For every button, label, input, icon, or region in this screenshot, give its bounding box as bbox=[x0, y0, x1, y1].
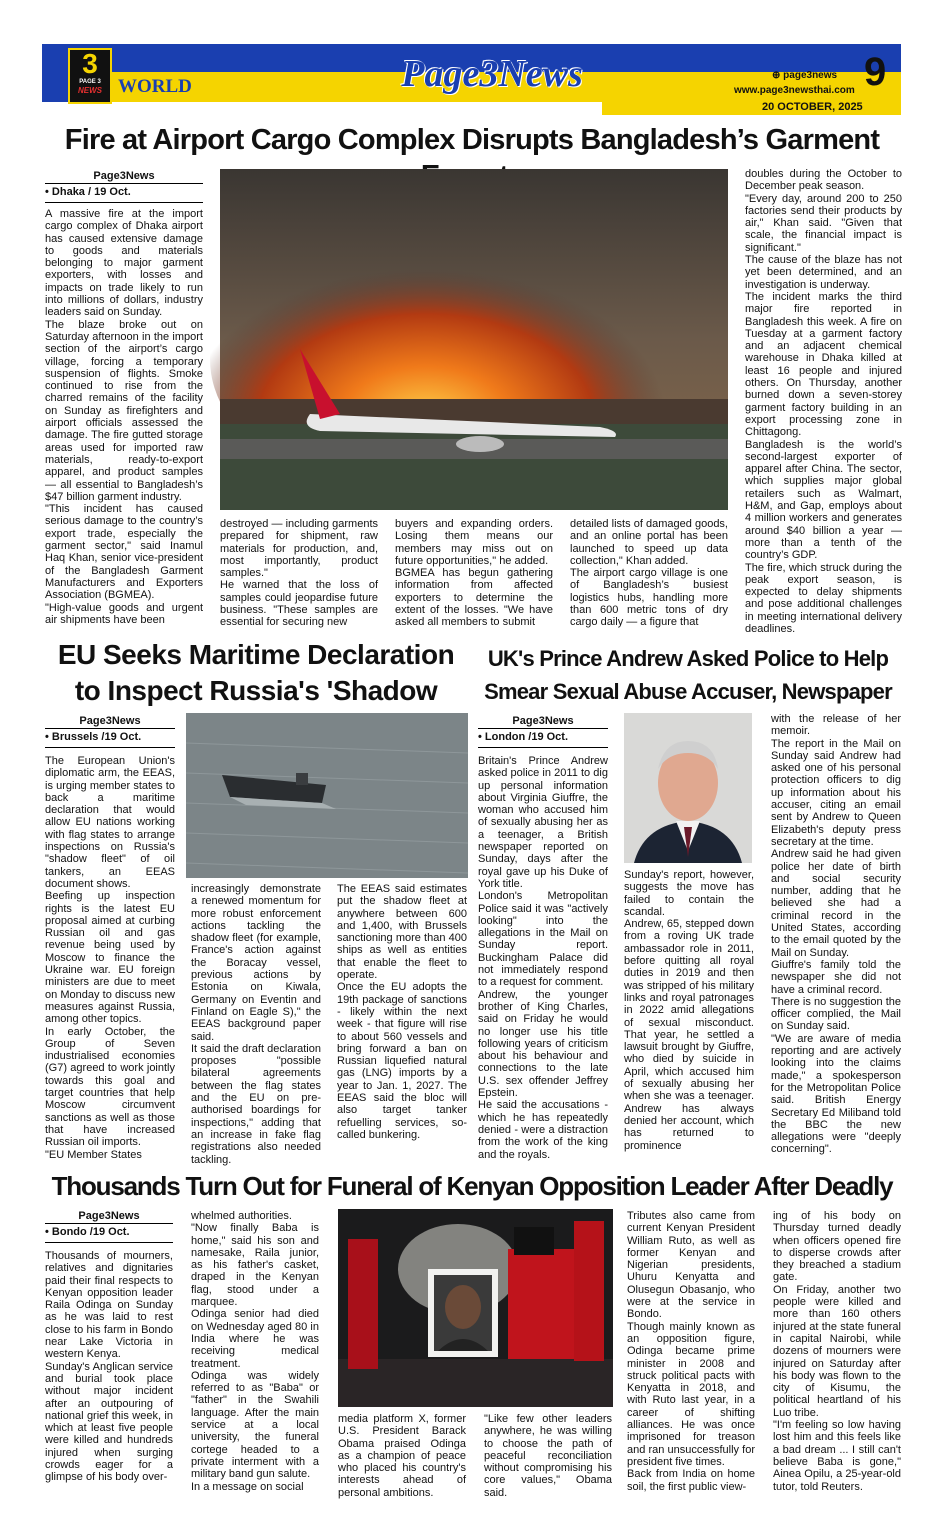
story3-headline-line2: Smear Sexual Abuse Accuser, Newspaper bbox=[484, 679, 892, 704]
story4-col5: Tributes also came from current Kenyan President William Ruto, as well as former Kenyan and Nigerian presidents, Uhuru Kenyatta and Olusegun Obasanjo, who were at the service in Bondo. Though mainly known as an opposition figure, Odinga became prime minister in 2008 and struck political pacts with Kenyatta in 2018, and with Ruto last year, in a career of shifting alliances. He was once imprisoned for treason and ran unsuccessfully for president five times. Back from India on home soil, the first public view- bbox=[627, 1210, 755, 1493]
story1-byline bbox=[45, 170, 203, 203]
story4-col6: ing of his body on Thursday turned deadly when officers opened fire to disperse crowds after they breached a stadium gate. On Friday, another two people were killed and more than 160 others injured at the state funeral in capital Nairobi, while dozens of mourners were injured on Saturday after his body was flown to the city of Kisumu, the political heartland of his Luo tribe. "I'm feeling so low having lost him and this feels like a bad dream ... I still can't believe Baba is gone," Ainea Opilu, a 25-year-old tutor, told Reuters. bbox=[773, 1210, 901, 1493]
prince-andrew-portrait bbox=[624, 713, 752, 863]
story4-headline: Thousands Turn Out for Funeral of Kenyan Opposition Leader After Deadly bbox=[51, 1171, 893, 1201]
section-label: WORLD bbox=[118, 76, 192, 97]
story2-photo-tanker bbox=[186, 713, 468, 878]
logo-news: NEWS bbox=[78, 86, 102, 95]
funeral-portrait-image bbox=[338, 1209, 613, 1407]
story2-source: Page3News bbox=[45, 715, 175, 729]
story1-col3: buyers and expanding orders. Losing them means our members may miss out on future opportunities," he added. BGMEA has begun gathering information from affected exporters to determine the extent of the losses. "We have asked all members to submit bbox=[395, 518, 553, 629]
story1-col2: destroyed — including garments prepared for shipment, raw materials for production, and, most importantly, product samples." He warned that the loss of samples could jeopardise future business. "These samples are essential for securing new bbox=[220, 518, 378, 629]
story4-source: Page3News bbox=[45, 1210, 173, 1224]
logo-number: 3 bbox=[82, 48, 98, 79]
story4-col3: media platform X, former U.S. President Barack Obama praised Odinga as a champion of peace who placed his country's interests ahead of personal ambitions. bbox=[338, 1413, 466, 1499]
social-handle bbox=[772, 70, 837, 81]
story3-photo-portrait bbox=[624, 713, 752, 863]
story3-col2: Sunday's report, however, suggests the move has failed to contain the scandal. Andrew, 65, stepped down from a roving UK trade ambassador role in 2011, before quitting all royal duties in 2019 and then was stripped of his military links and royal patronages in 2022 amid allegations of sexual misconduct. That year, he settled a lawsuit brought by Giuffre, who died by suicide in April, which accused him of sexually abusing her when she was a teenager. Andrew has always denied her account, which has returned to prominence bbox=[624, 869, 754, 1152]
page3-logo[interactable] bbox=[68, 48, 112, 104]
tanker-ship-image bbox=[186, 713, 468, 878]
story3-col1: Britain's Prince Andrew asked police in 2011 to dig up personal information about Virginia Giuffre, the woman who accused him of sexually abusing her as a teenager, a British newspaper reported on Sunday, days after the royal gave up his Duke of York title. London's Metropolitan Police said it was "actively looking" into the allegations in the Mail on Sunday report. Buckingham Palace did not immediately respond to a request for comment. Andrew, the younger brother of King Charles, said on Friday he would no longer use his title following years of criticism about his behaviour and connections to the late U.S. sex offender Jeffrey Epstein. He said the accusations - which he has repeatedly denied - were a distraction from the work of the king and the royals. bbox=[478, 755, 608, 1161]
story2-col3: The EEAS said estimates put the shadow fleet at anywhere between 600 and 1,400, with Brussels sanctioning more than 400 ships as well as entities that enable the fleet to operate. Once the EU adopts the 19th package of sanctions - likely within the next week - that figure will rise to about 560 vessels and bring forward a ban on Russian liquefied natural gas (LNG) imports by a year to Jan. 1, 2027. The EEAS said the bloc will also target tanker refuelling services, so-called bunkering. bbox=[337, 883, 467, 1141]
logo-sub: PAGE 3 bbox=[79, 79, 101, 85]
story2-headline-line2: to Inspect Russia's 'Shadow bbox=[74, 675, 438, 706]
story1-source: Page3News bbox=[45, 170, 203, 184]
story2-location: • Brussels /19 Oct. bbox=[45, 729, 175, 748]
masthead bbox=[42, 44, 901, 114]
social-handle-text: page3news bbox=[783, 70, 838, 81]
story4-col1: Thousands of mourners, relatives and dignitaries paid their final respects to Kenyan opposition leader Raila Odinga on Sunday as he was laid to rest close to his farm in Bondo near Lake Victoria in western Kenya. Sunday's Anglican service and burial took place without major incident after an outpouring of national grief this week, in which at least five people were killed and hundreds injured when surging crowds eager for a glimpse of his body over- bbox=[45, 1250, 173, 1484]
story3-source: Page3News bbox=[478, 715, 608, 729]
story1-location: • Dhaka / 19 Oct. bbox=[45, 184, 203, 203]
story4-byline bbox=[45, 1210, 173, 1243]
story3-col3: with the release of her memoir. The report in the Mail on Sunday said Andrew had asked one of his personal protection officers to dig up information about his accuser, citing an email sent by Andrew to Queen Elizabeth's deputy press secretary at the time. Andrew said he had given police her date of birth and social security number, adding that he believed she had a criminal record in the United States, according to the email quoted by the Mail on Sunday. Giuffre's family told the newspaper she did not have a criminal record. There is no suggestion the officer complied, the Mail on Sunday said. "We are aware of media reporting and are actively looking into the claims made," a spokesperson for the Metropolitan Police said. British Energy Secretary Ed Miliband told the BBC the new allegations were "deeply concerning". bbox=[771, 713, 901, 1156]
story2-byline bbox=[45, 715, 175, 748]
masthead-title[interactable]: Page3News bbox=[401, 53, 583, 95]
airport-fire-image bbox=[220, 169, 728, 510]
story3-location: • London /19 Oct. bbox=[478, 729, 608, 748]
story4-photo-funeral bbox=[338, 1209, 613, 1407]
story4-col2: whelmed authorities. "Now finally Baba is home," said his son and namesake, Raila junior, as his father's casket, draped in the Kenyan flag, stood under a marquee. Odinga senior had died on Wednesday aged 80 in India where he was receiving medical treatment. Odinga was widely referred to as "Baba" or "father" in the Swahili language. After the main service at a local university, the funeral cortege headed to a private interment with a military band gun salute. In a message on social bbox=[191, 1210, 319, 1493]
story3-headline-line1: UK's Prince Andrew Asked Police to Help bbox=[487, 646, 889, 671]
story2-col2: increasingly demonstrate a renewed momentum for more robust enforcement actions tackling the shadow fleet (for example, France's action against the Boracay vessel, previous actions by Estonia on Kiwala, Germany on Eventin and Finland on Eagle S)," the EEAS background paper said. It said the draft declaration proposes "possible bilateral agreements between the flag states and the EU on pre-authorised boardings for inspections," adding that an increase in fake flag registrations also needed tackling. bbox=[191, 883, 321, 1166]
issue-date: 20 OCTOBER, 2025 bbox=[762, 101, 863, 113]
story1-headline: Fire at Airport Cargo Complex Disrupts Bangladesh’s Garment bbox=[64, 124, 880, 156]
story2-headline-line1: EU Seeks Maritime Declaration bbox=[57, 639, 455, 670]
story2-col1: The European Union's diplomatic arm, the EEAS, is urging member states to back a maritime declaration that would allow EU nations working with flag states to arrange inspections on Russia's "shadow fleet" of oil tankers, an EEAS document shows. Beefing up inspection rights is the latest EU proposal aimed at curbing Russian oil and gas revenue being used by Moscow to finance the Ukraine war. EU foreign ministers are due to meet on Monday to discuss new measures against Russia, among other topics. In early October, the Group of Seven industrialised economies (G7) agreed to work jointly towards this goal and target countries that help Moscow circumvent sanctions as well as those that have increased Russian oil imports. "EU Member States bbox=[45, 755, 175, 1161]
story1-photo-airport-fire bbox=[220, 169, 728, 510]
story1-col1: A massive fire at the import cargo complex of Dhaka airport has caused extensive damage to goods and materials belonging to major garment exporters, with losses and impacts on trade likely to run into millions of dollars, industry leaders said on Sunday. The blaze broke out on Saturday afternoon in the import section of the airport’s cargo village, forcing a temporary suspension of flights. Smoke continued to rise from the charred remains of the facility on Sunday as firefighters and airport officials assessed the damage. The fire gutted storage areas used for imported raw materials, ready-to-export apparel, and product samples — all essential to Bangladesh’s $47 billion garment industry. "This incident has caused serious damage to the country’s export trade, especially the garment sector," said Inamul Haq Khan, senior vice-president of the Bangladesh Garment Manufacturers and Exporters Association (BGMEA). "High-value goods and urgent air shipments have been bbox=[45, 208, 203, 626]
story3-byline bbox=[478, 715, 608, 748]
page-number: 9 bbox=[864, 50, 887, 94]
story4-location: • Bondo /19 Oct. bbox=[45, 1224, 173, 1243]
story1-col5: doubles during the October to December peak season. "Every day, around 200 to 250 factories send their products by air," Khan said. "Given that scale, the financial impact is significant." The cause of the blaze has not yet been determined, and an investigation is underway. The incident marks the third major fire reported in Bangladesh this week. A fire on Tuesday at a garment factory and an adjacent chemical warehouse in Dhaka killed at least 16 people and injured others. On Thursday, another burned down a seven-storey garment factory building in an export processing zone in Chittagong. Bangladesh is the world’s second-largest exporter of apparel after China. The sector, which supplies major global retailers such as Walmart, H&M, and Gap, employs about 4 million workers and generates around $40 billion a year — more than a tenth of the country’s GDP. The fire, which struck during the peak export season, is expected to delay shipments and pose additional challenges in meeting international delivery deadlines. bbox=[745, 168, 902, 635]
website-url[interactable]: www.page3newsthai.com bbox=[734, 85, 855, 96]
story1-col4: detailed lists of damaged goods, and an online portal has been launched to speed up data collection," Khan added. The airport cargo village is one of Bangladesh’s busiest logistics hubs, handling more than 600 metric tons of dry cargo daily — a figure that bbox=[570, 518, 728, 629]
social-icon: ⊕ bbox=[772, 70, 784, 81]
story4-col4: "Like few other leaders anywhere, he was willing to choose the path of peaceful reconciliation without compromising his core values," Obama said. bbox=[484, 1413, 612, 1499]
